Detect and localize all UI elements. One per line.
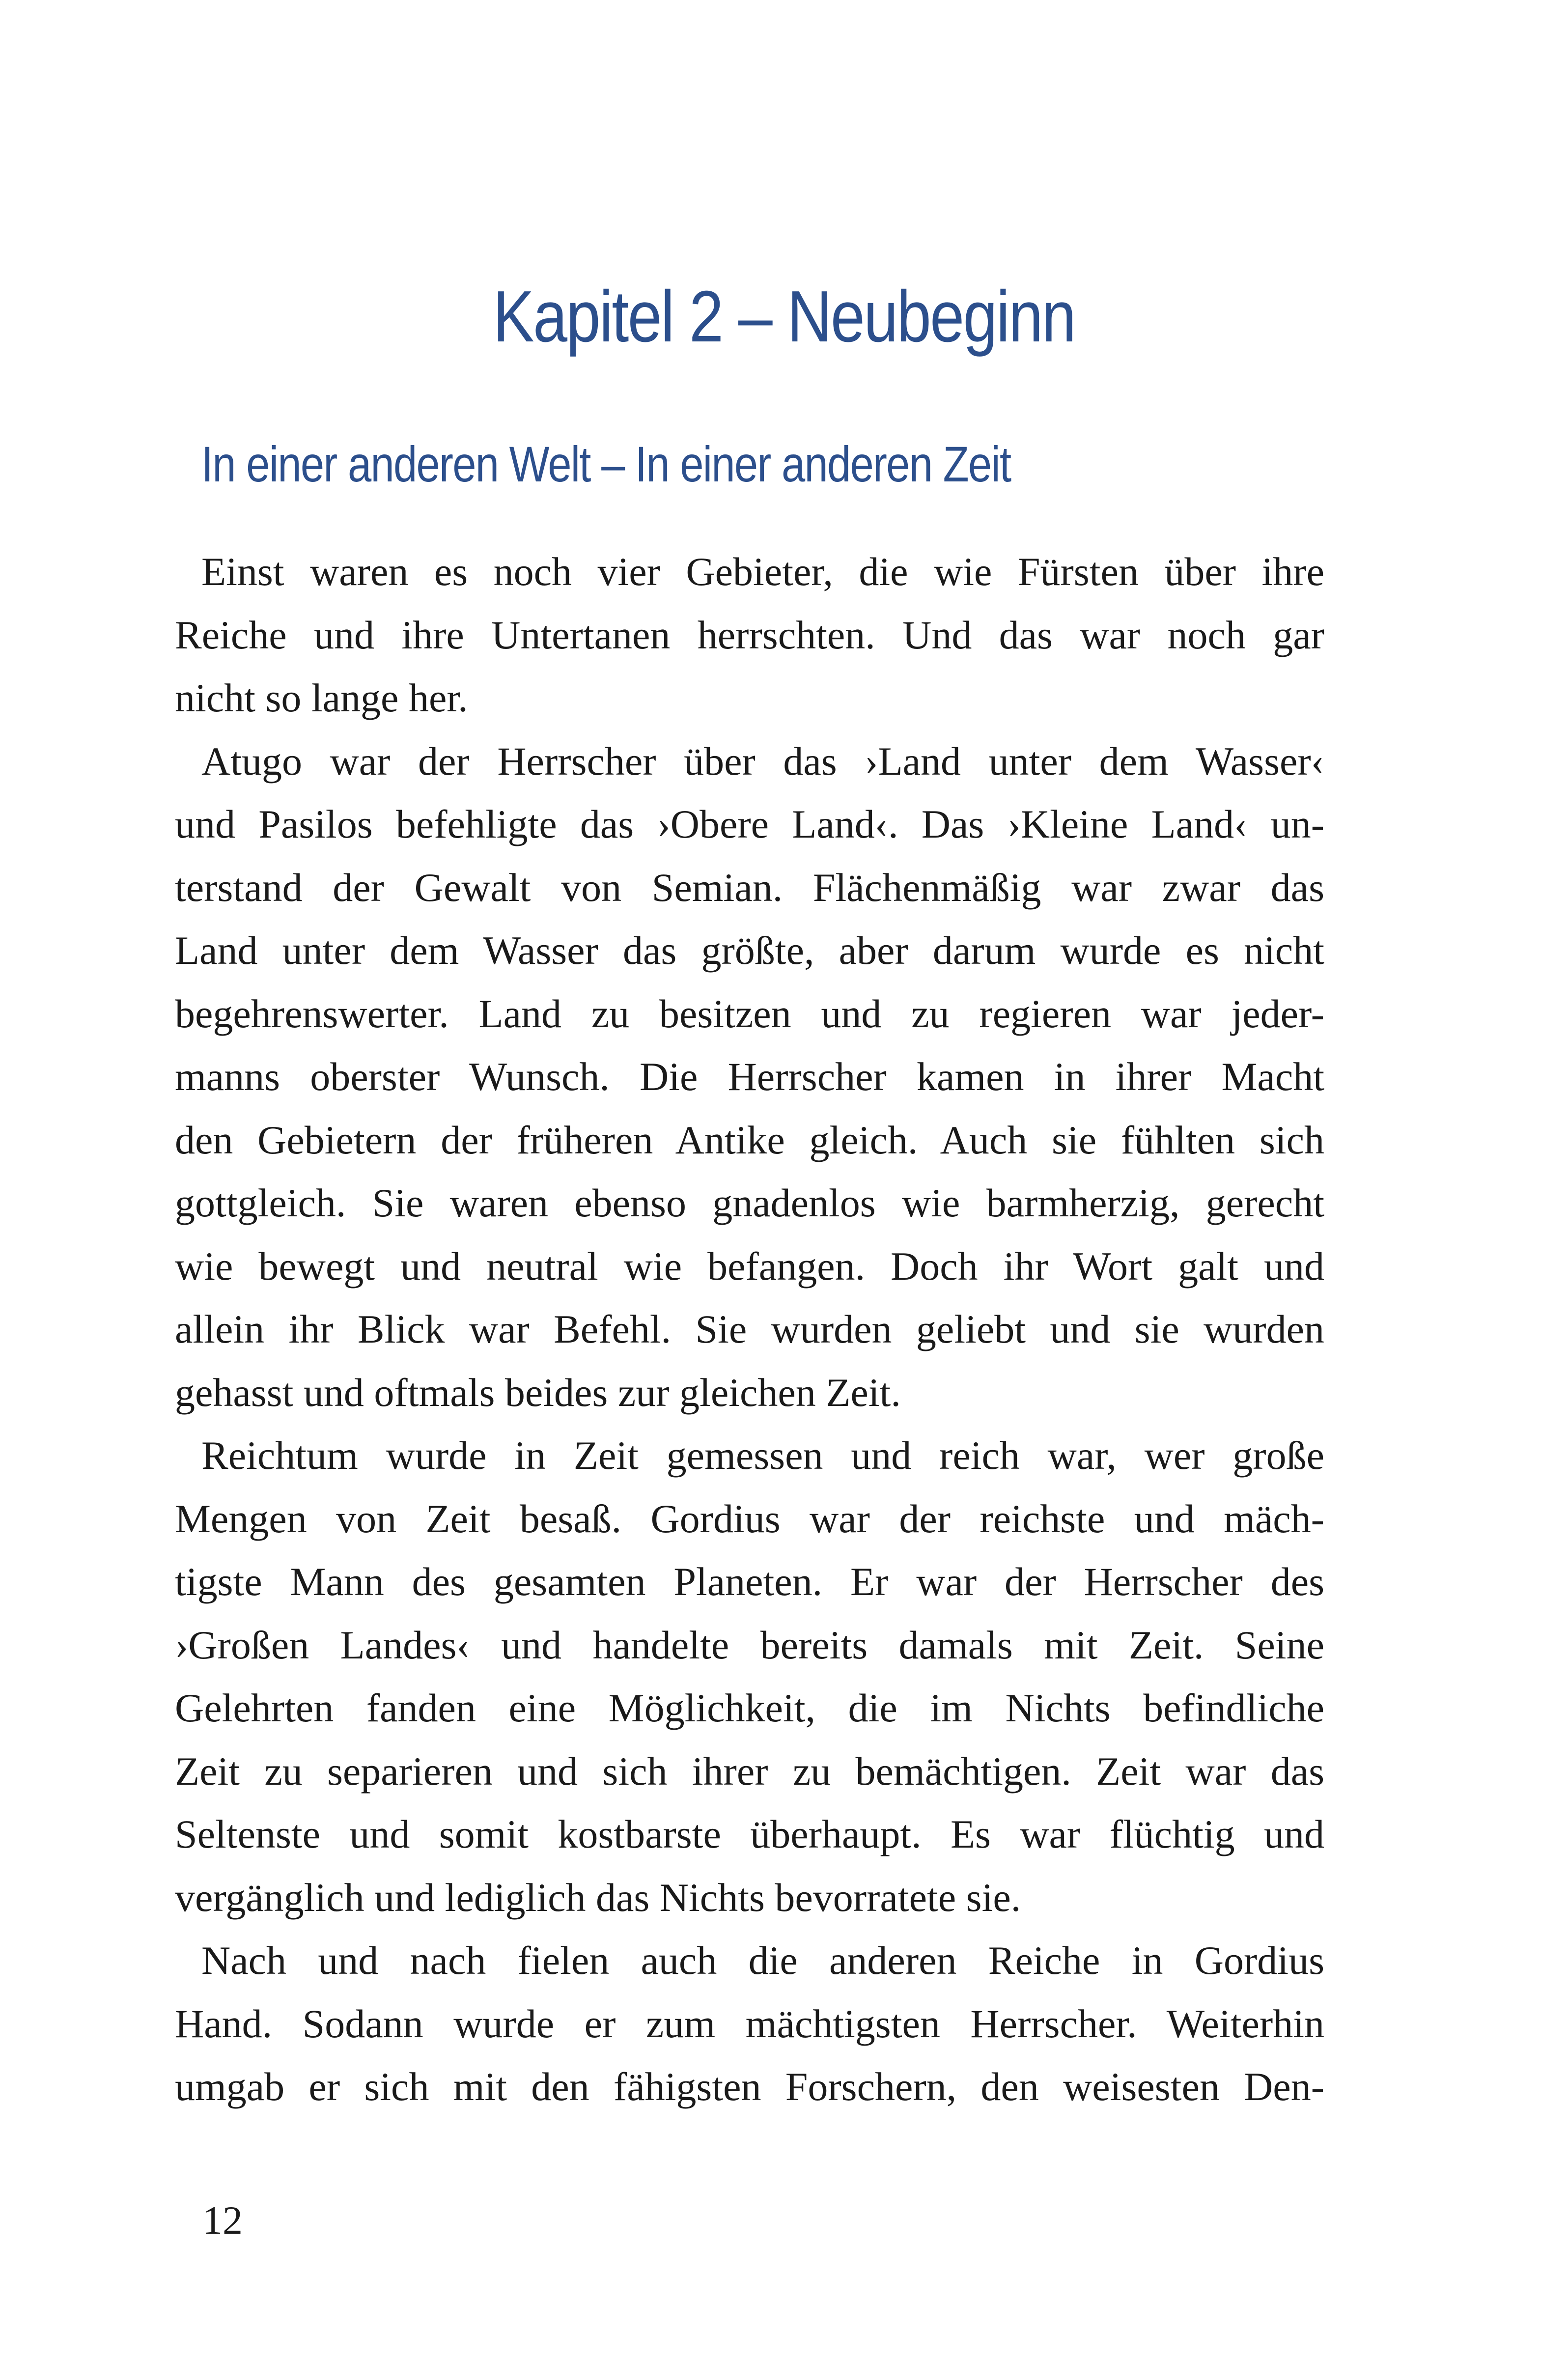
paragraph — [175, 730, 1324, 1425]
text-line: Reiche und ihre Untertanen herrschten. Und das war noch gar — [175, 612, 1324, 657]
text-line: Land unter dem Wasser das größte, aber darum wurde es nicht — [175, 928, 1324, 973]
text-line: allein ihr Blick war Befehl. Sie wurden geliebt und sie wurden — [175, 1307, 1324, 1351]
text-line: Seltenste und somit kostbarste überhaupt. Es war flüchtig und — [175, 1812, 1324, 1856]
text-line: begehrenswerter. Land zu besitzen und zu regieren war jeder- — [175, 991, 1324, 1036]
text-line: Nach und nach fielen auch die anderen Reiche in Gordius — [201, 1938, 1324, 1983]
text-line: manns oberster Wunsch. Die Herrscher kamen in ihrer Macht — [175, 1054, 1324, 1099]
text-line: Zeit zu separieren und sich ihrer zu bemächtigen. Zeit war das — [175, 1748, 1324, 1794]
text-line: wie bewegt und neutral wie befangen. Doch ihr Wort galt und — [175, 1243, 1324, 1289]
text-line: Mengen von Zeit besaß. Gordius war der reichste und mäch- — [175, 1496, 1324, 1541]
body-text — [175, 540, 1324, 2119]
paragraph — [175, 540, 1324, 730]
section-title: In einer anderen Welt – In einer anderen Zeit — [201, 436, 1011, 492]
text-line: Hand. Sodann wurde er zum mächtigsten Herrscher. Weiterhin — [175, 2001, 1324, 2046]
text-line: Atugo war der Herrscher über das ›Land unter dem Wasser‹ — [201, 738, 1324, 784]
text-line: umgab er sich mit den fähigsten Forschern, den weisesten Den- — [175, 2064, 1324, 2109]
paragraph — [175, 1929, 1324, 2119]
text-line: den Gebietern der früheren Antike gleich. Auch sie fühlten sich — [175, 1117, 1324, 1162]
text-line: gehasst und oftmals beides zur gleichen Zeit. — [175, 1370, 901, 1415]
text-line: Gelehrten fanden eine Möglichkeit, die im Nichts befindliche — [175, 1685, 1324, 1730]
text-line: gottgleich. Sie waren ebenso gnadenlos wie barmherzig, gerecht — [175, 1180, 1324, 1225]
page-number: 12 — [202, 2198, 243, 2243]
text-line: vergänglich und lediglich das Nichts bevorratete sie. — [175, 1875, 1021, 1920]
text-line: terstand der Gewalt von Semian. Flächenmäßig war zwar das — [175, 865, 1324, 910]
text-line: Einst waren es noch vier Gebieter, die wie Fürsten über ihre — [201, 549, 1324, 594]
text-line: ›Großen Landes‹ und handelte bereits damals mit Zeit. Seine — [175, 1622, 1324, 1667]
paragraph — [175, 1424, 1324, 1929]
text-line: Reichtum wurde in Zeit gemessen und reich war, wer große — [201, 1433, 1324, 1478]
text-line: und Pasilos befehligte das ›Obere Land‹. Das ›Kleine Land‹ un- — [175, 802, 1324, 846]
chapter-title: Kapitel 2 – Neubeginn — [493, 276, 1075, 357]
text-line: nicht so lange her. — [175, 675, 468, 720]
text-line: tigste Mann des gesamten Planeten. Er war der Herrscher des — [175, 1559, 1324, 1604]
